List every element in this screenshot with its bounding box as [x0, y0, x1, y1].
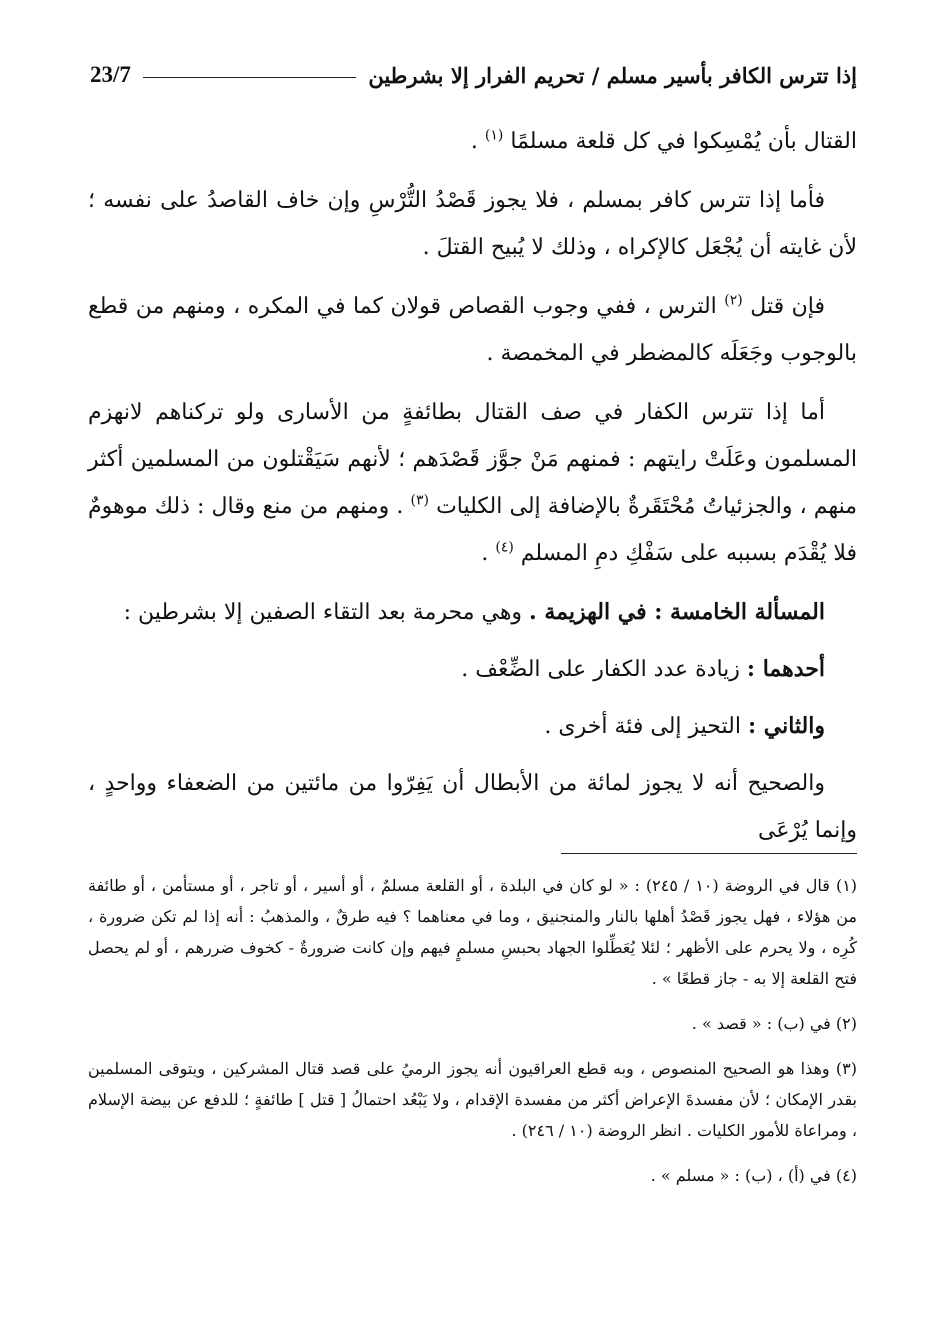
paragraph-6 [88, 646, 857, 693]
paragraph-4-end: . [481, 541, 496, 566]
issue-heading: المسألة الخامسة : في الهزيمة . [529, 599, 825, 625]
footnote-1: (١) قال في الروضة (١٠ / ٢٤٥) : « لو كان في البلدة ، أو القلعة مسلمٌ ، أو أسير ، أو تاجر ، أو مستأمن ، أو طائفة من هؤلاء ، فهل يجوز قَصْدُ أهلها بالنار والمنجنيق ، وما في معناهما ؟ فيه طرقٌ ، والمذهبُ : أنه إذا لم تكن ضرورة ، كُرِه ، ولا يحرم على الأظهر ؛ لئلا يُعَطِّلوا الجهاد بحبسِ مسلمٍ فيهم وإن كانت ضرورةٌ - كخوف ضررهم ، أو لم يحصل فتح القلعة إلا به - جاز قطعًا » . [88, 876, 858, 988]
paragraph-1 [88, 118, 857, 165]
paragraph-3-text-a: فإن قتل [742, 294, 825, 319]
condition-2-label: والثاني : [747, 713, 825, 739]
footnote-ref-2[interactable]: (٢) [724, 292, 743, 309]
footnotes [88, 870, 857, 1205]
paragraph-5 [88, 589, 857, 636]
paragraph-7 [88, 703, 857, 750]
condition-1-label: أحدهما : [746, 656, 825, 682]
paragraph-2: فأما إذا تترس كافر بمسلم ، فلا يجوز قَصْدُ التُّرْسِ وإن خاف القاصدُ على نفسه ؛ لأن غايته أن يُجْعَل كالإكراه ، وذلك لا يُبيح القتلَ . [88, 188, 857, 260]
running-title: إذا تترس الكافر بأسير مسلم / تحريم الفرار إلا بشرطين [368, 62, 857, 88]
paragraph-3-text-b: الترس ، ففي وجوب القصاص قولان كما في المكره ، ومنهم من قطع بالوجوب وجَعَلَه كالمضطر في المخمصة . [88, 294, 857, 366]
page-number: 23/7 [90, 62, 131, 87]
footnote-ref-3[interactable]: (٣) [410, 492, 429, 509]
paragraph-4-text-b: . ومنهم من منع وقال : ذلك موهومٌ فلا يُقْدَم بسببه على سَفْكِ دمِ المسلم [88, 494, 857, 566]
paragraph-1-end: . [470, 129, 485, 154]
footnote-separator [561, 853, 857, 854]
paragraph-5-text: وهي محرمة بعد التقاء الصفين إلا بشرطين : [123, 600, 530, 625]
paragraph-4-text-a: أما إذا تترس الكفار في صف القتال بطائفةٍ من الأسارى ولو تركناهم لانهزم المسلمون وعَلَتْ رايتهم : فمنهم مَنْ جوَّز قَصْدَهم ؛ لأنهم سَيَقْتلون من المسلمين أكثر منهم ، والجزئياتُ مُحْتَقَرةٌ بالإضافة إلى الكليات [88, 400, 858, 519]
condition-1-text: زيادة عدد الكفار على الضِّعْف . [461, 657, 747, 682]
running-header [90, 58, 857, 92]
condition-2-text: التحيز إلى فئة أخرى . [544, 714, 748, 739]
paragraph-3 [88, 283, 857, 377]
main-text [88, 118, 857, 866]
footnote-ref-4[interactable]: (٤) [495, 539, 514, 556]
footnote-3: (٣) وهذا هو الصحيح المنصوص ، وبه قطع العراقيون أنه يجوز الرميُ على قصد قتال المشركين ، ويتوقى المسلمين بقدر الإمكان ؛ لأن مفسدةَ الإعراض أكثر من مفسدة الإقدام ، ولا يَبْعُد احتمالُ [ قتل ] طائفةٍ ؛ للدفع عن بيضة الإسلام ، ومراعاة للأمور الكليات . انظر الروضة (١٠ / ٢٤٦) . [88, 1059, 858, 1140]
footnote-ref-1[interactable]: (١) [484, 127, 504, 144]
paragraph-1-text: القتال بأن يُمْسِكوا في كل قلعة مسلمًا [510, 129, 857, 154]
paragraph-8: والصحيح أنه لا يجوز لمائة من الأبطال أن يَفِرّوا من مائتين من الضعفاء وواحدٍ ، وإنما يُرْعَى [88, 771, 857, 843]
footnote-4: (٤) في (أ) ، (ب) : « مسلم » . [650, 1166, 857, 1185]
header-rule [143, 77, 356, 78]
paragraph-4 [88, 389, 857, 577]
footnote-2: (٢) في (ب) : « قصد » . [691, 1014, 857, 1033]
